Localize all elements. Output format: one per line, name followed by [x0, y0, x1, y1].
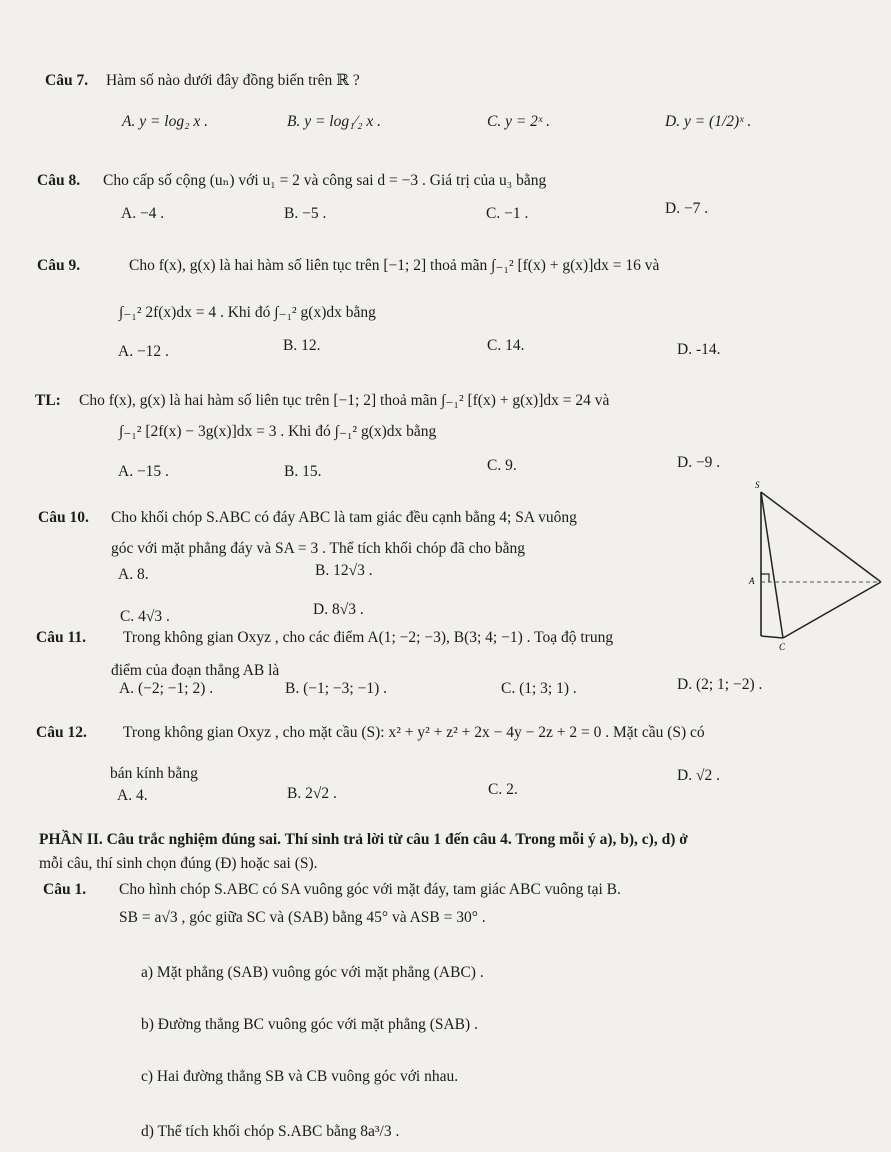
q7-option-b: B. y = log₁⁄₂ x . — [287, 113, 381, 130]
part2-heading: PHẦN II. Câu trắc nghiệm đúng sai. Thí sinh trả lời từ câu 1 đến câu 4. Trong mỗi ý a), b), c), d) ở — [39, 831, 688, 848]
q10-option-d: D. 8√3 . — [313, 601, 364, 618]
q10-option-a: A. 8. — [118, 566, 149, 583]
q11-option-b: B. (−1; −3; −1) . — [285, 680, 387, 697]
q9-option-d: D. -14. — [677, 341, 721, 358]
q8-option-c: C. −1 . — [486, 205, 529, 222]
q9-option-c: C. 14. — [487, 337, 525, 354]
q8-stem: Cho cấp số cộng (uₙ) với u₁ = 2 và công sai d = −3 . Giá trị của u₃ bằng — [103, 172, 547, 189]
q8-option-b: B. −5 . — [284, 205, 327, 222]
q12-option-a: A. 4. — [117, 787, 148, 804]
q12-label: Câu 12. — [36, 724, 87, 741]
q8-option-d: D. −7 . — [665, 200, 709, 217]
tl-option-c: C. 9. — [487, 457, 517, 474]
tl-label: TL: — [35, 392, 61, 409]
tl-option-a: A. −15 . — [118, 463, 169, 480]
part2-q1-label: Câu 1. — [43, 881, 87, 898]
q11-stem-line2: điểm của đoạn thẳng AB là — [111, 662, 280, 679]
tl-stem-line2: ∫₋₁² [2f(x) − 3g(x)]dx = 3 . Khi đó ∫₋₁² g(x)dx bằng — [119, 423, 437, 440]
part2-q1-stem-line2: SB = a√3 , góc giữa SC và (SAB) bằng 45° và ASB = 30° . — [119, 909, 486, 926]
part2-q1-item-b: b) Đường thẳng BC vuông góc với mặt phẳng (SAB) . — [141, 1016, 478, 1033]
q12-stem-line1: Trong không gian Oxyz , cho mặt cầu (S): x² + y² + z² + 2x − 4y − 2z + 2 = 0 . Mặt cầu (S) có — [123, 724, 705, 741]
q10-option-b: B. 12√3 . — [315, 562, 373, 579]
q10-label: Câu 10. — [38, 509, 89, 526]
tl-option-d: D. −9 . — [677, 454, 721, 471]
part2-q1-item-d: d) Thể tích khối chóp S.ABC bằng 8a³/3 . — [141, 1123, 400, 1140]
part2-q1-item-c: c) Hai đường thẳng SB và CB vuông góc với nhau. — [141, 1068, 459, 1085]
q7-option-c: C. y = 2ˣ . — [487, 113, 551, 130]
q11-option-c: C. (1; 3; 1) . — [501, 680, 577, 697]
tl-stem-line1: Cho f(x), g(x) là hai hàm số liên tục trên [−1; 2] thoả mãn ∫₋₁² [f(x) + g(x)]dx = 24 và — [79, 392, 610, 409]
q9-stem-line1: Cho f(x), g(x) là hai hàm số liên tục trên [−1; 2] thoả mãn ∫₋₁² [f(x) + g(x)]dx = 16 và — [129, 257, 660, 274]
q12-option-b: B. 2√2 . — [287, 785, 337, 802]
part2-q1-item-a: a) Mặt phẳng (SAB) vuông góc với mặt phẳng (ABC) . — [141, 964, 484, 981]
part2-heading-line2: mỗi câu, thí sinh chọn đúng (Đ) hoặc sai (S). — [39, 855, 318, 872]
q7-option-a: A. y = log₂ x . — [122, 113, 209, 130]
q11-stem-line1: Trong không gian Oxyz , cho các điểm A(1; −2; −3), B(3; 4; −1) . Toạ độ trung — [123, 629, 614, 646]
edge-ac — [761, 636, 783, 638]
edge-cb — [783, 582, 881, 638]
q10-option-c: C. 4√3 . — [120, 608, 170, 625]
q12-option-c: C. 2. — [488, 781, 518, 798]
q7-stem: Hàm số nào dưới đây đồng biến trên ℝ ? — [106, 72, 360, 89]
q7-label: Câu 7. — [45, 72, 89, 89]
q12-stem-line2: bán kính bằng — [110, 765, 198, 782]
label-a: A — [749, 576, 755, 586]
q7-option-d: D. y = (1/2)ˣ . — [665, 113, 752, 130]
q11-option-d: D. (2; 1; −2) . — [677, 676, 763, 693]
q8-label: Câu 8. — [37, 172, 81, 189]
q9-label: Câu 9. — [37, 257, 81, 274]
q9-stem-line2: ∫₋₁² 2f(x)dx = 4 . Khi đó ∫₋₁² g(x)dx bằng — [119, 304, 376, 321]
q9-option-a: A. −12 . — [118, 343, 169, 360]
edge-sc — [761, 492, 783, 638]
q8-option-a: A. −4 . — [121, 205, 165, 222]
label-s: S — [755, 480, 760, 490]
q9-option-b: B. 12. — [283, 337, 321, 354]
pyramid-figure — [745, 478, 885, 653]
q11-option-a: A. (−2; −1; 2) . — [119, 680, 214, 697]
part2-q1-stem-line1: Cho hình chóp S.ABC có SA vuông góc với mặt đáy, tam giác ABC vuông tại B. — [119, 881, 621, 898]
tl-option-b: B. 15. — [284, 463, 322, 480]
edge-sb — [761, 492, 881, 582]
q10-stem-line1: Cho khối chóp S.ABC có đáy ABC là tam giác đều cạnh bằng 4; SA vuông — [111, 509, 577, 526]
right-angle-mark — [761, 574, 769, 582]
q10-stem-line2: góc với mặt phẳng đáy và SA = 3 . Thể tích khối chóp đã cho bằng — [111, 540, 525, 557]
q12-option-d: D. √2 . — [677, 767, 720, 784]
label-c: C — [779, 642, 786, 652]
q11-label: Câu 11. — [36, 629, 86, 646]
